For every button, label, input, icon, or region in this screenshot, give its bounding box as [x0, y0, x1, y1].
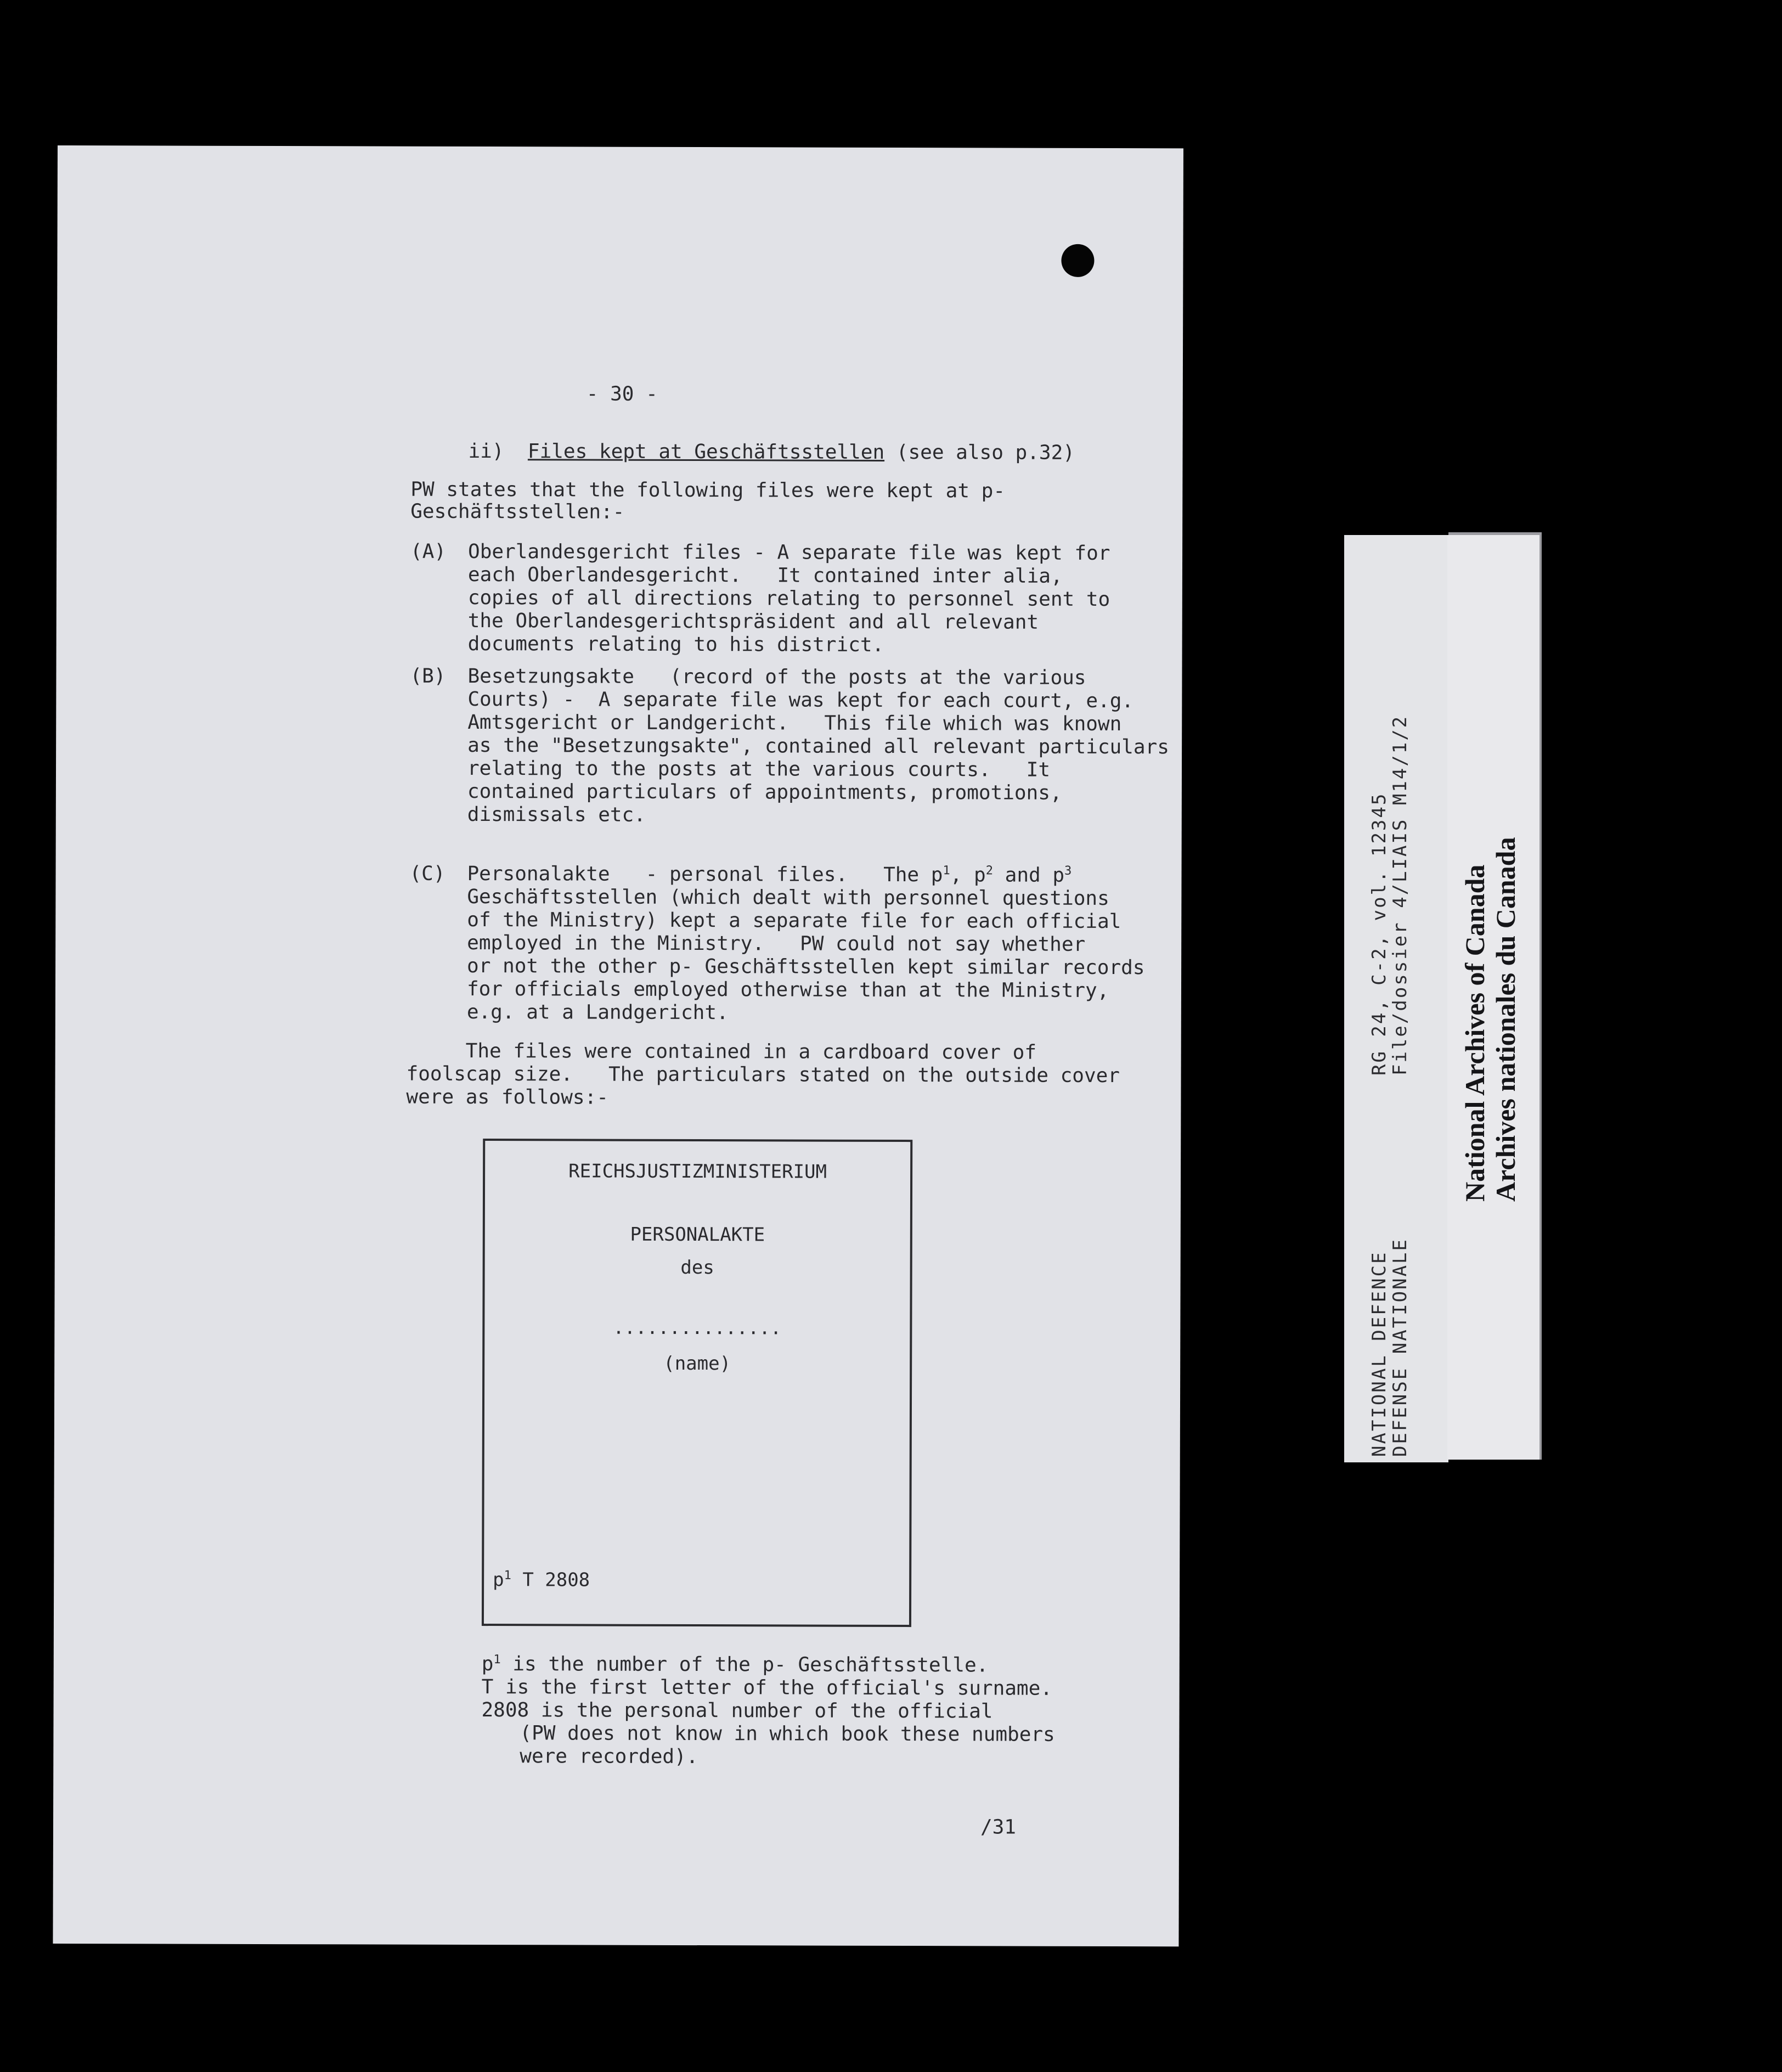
item-b-text: Besetzungsakte (record of the posts at the various Courts) - A separate file was kept for each court, e.g. Amtsgericht or Landgericht. This file which was known as the "Besetzungsakte", contained all relevant particulars relating to the posts at the various courts. It contained particulars of appointments, promotions, dismissals etc. — [467, 665, 1169, 826]
cover-ministry: REICHSJUSTIZMINISTERIUM — [568, 1160, 827, 1183]
punch-hole — [1061, 244, 1094, 277]
document-page — [53, 145, 1183, 1946]
cover-intro-line: foolscap size. The particulars stated on the outside cover — [406, 1062, 1120, 1088]
archive-institution-name: National Archives of Canada Archives nationales du Canada — [1459, 837, 1521, 1202]
item-c-text: Personalakte - personal files. The $p^1$, $p^2$ and $p^3$ Geschäftsstellen (which dealt with personnel questions of the Ministry) kept a separate file for each official employed in the Ministry. PW could not say whether or not the other p- Geschäftsstellen kept similar records for officials employed otherwise than at the Ministry, e.g. at a Landgericht. — [466, 862, 1145, 1024]
item-label-c: (C) — [409, 862, 446, 885]
section-number: ii) — [468, 440, 504, 463]
file-cover-diagram — [482, 1139, 912, 1627]
section-note: (see also p.32) — [896, 441, 1075, 464]
section-title: Files kept at Geschäftsstellen — [527, 440, 885, 464]
cover-type: PERSONALAKTE — [630, 1223, 765, 1246]
cover-des: des — [680, 1256, 714, 1279]
continued-marker: /31 — [980, 1816, 1017, 1839]
item-label-b: (B) — [410, 665, 446, 688]
intro-paragraph — [410, 478, 1005, 503]
intro-line: PW states that the following files were kept at p- — [410, 478, 1006, 503]
archive-agency: NATIONAL DEFENCE DEFENSE NATIONALE — [1368, 1238, 1411, 1457]
archive-reference: RG 24, C-2, vol. 12345 File/dossier 4/LIAIS M14/1/2 — [1368, 714, 1411, 1076]
intro-line: Geschäftsstellen:- — [410, 500, 625, 523]
item-a-text: Oberlandesgericht files - A separate file was kept for each Oberlandesgericht. It contained inter alia, copies of all directions relating to personnel sent to the Oberlandesgerichtspräsident and all relevant documents relating to his district. — [467, 540, 1110, 656]
page-number: - 30 - — [586, 382, 658, 406]
item-label-a: (A) — [410, 540, 447, 563]
cover-name: (name) — [663, 1352, 731, 1375]
cover-dots: ............... — [613, 1316, 782, 1339]
cover-intro-line: The files were contained in a cardboard cover of — [465, 1039, 1037, 1064]
section-heading — [468, 440, 1075, 465]
notes: $p^1$ is the number of the p- Geschäftsstelle. T is the first letter of the official's surname. 2808 is the personal number of the official (PW does not know in which book these numbers were recorded). — [481, 1653, 1055, 1769]
cover-intro-line: were as follows:- — [406, 1085, 608, 1109]
cover-reference: $p^1$ T 2808 — [493, 1568, 590, 1591]
